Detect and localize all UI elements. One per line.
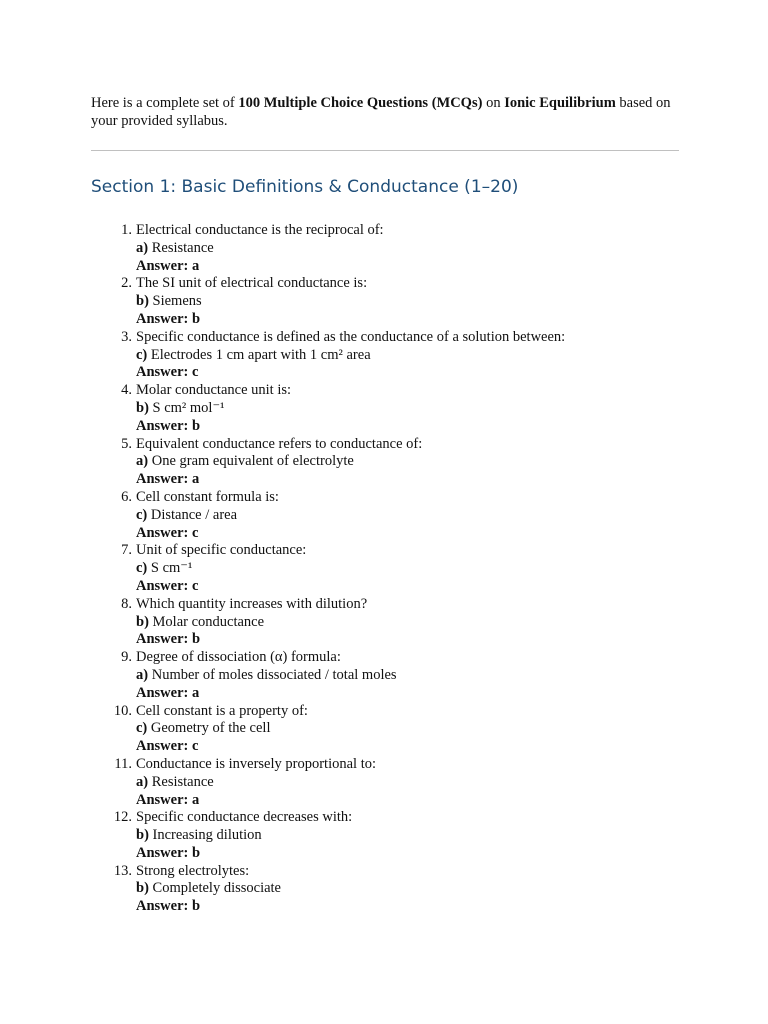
question-text: Degree of dissociation (α) formula: [136,649,341,666]
question-text: Which quantity increases with dilution? [136,595,368,612]
option-text: Increasing dilution [148,827,262,844]
question-number: 8. [121,595,132,612]
answer-text: Answer: c [136,364,199,381]
intro-text-3: based on your provided syllabus. [91,95,671,129]
question-item [91,648,691,701]
question-number: 12. [113,809,132,826]
question-number: 2. [121,275,132,292]
answer-text: Answer: b [136,844,201,861]
question-text: Cell constant formula is: [136,488,279,505]
answer-line [136,737,691,755]
option-line [136,773,691,791]
question-text: Conductance is inversely proportional to: [136,755,377,772]
option-label: c) [136,346,148,363]
option-line [136,399,691,417]
option-line [136,452,691,470]
answer-line [136,577,691,595]
option-line [136,719,691,737]
option-label: c) [136,720,148,737]
question-number: 5. [121,435,132,452]
question-text: Specific conductance is defined as the conductance of a solution between: [136,328,566,345]
option-text: S cm⁻¹ [147,560,193,577]
option-line [136,506,691,524]
option-text: Geometry of the cell [147,720,271,737]
question-number: 9. [121,649,132,666]
question-text: Cell constant is a property of: [136,702,308,719]
question-text: The SI unit of electrical conductance is: [136,275,368,292]
option-line [136,613,691,631]
option-line [136,559,691,577]
question-item [91,381,691,434]
option-label: c) [136,506,148,523]
answer-line [136,844,691,862]
option-line [136,826,691,844]
question-text: Unit of specific conductance: [136,542,307,559]
option-text: Resistance [148,239,214,256]
question-number: 4. [121,382,132,399]
answer-line [136,630,691,648]
question-list [91,221,691,915]
answer-line [136,310,691,328]
option-label: a) [136,666,149,683]
question-item [91,221,691,274]
answer-line [136,470,691,488]
answer-text: Answer: c [136,577,199,594]
question-text: Strong electrolytes: [136,862,250,879]
question-item [91,541,691,594]
option-label: a) [136,239,149,256]
question-item [91,488,691,541]
answer-text: Answer: a [136,257,200,274]
option-text: One gram equivalent of electrolyte [148,453,354,470]
answer-line [136,257,691,275]
question-item [91,755,691,808]
question-text: Equivalent conductance refers to conductance of: [136,435,423,452]
answer-text: Answer: b [136,631,201,648]
answer-line [136,524,691,542]
option-line [136,292,691,310]
answer-text: Answer: b [136,310,201,327]
question-item [91,808,691,861]
option-text: Siemens [148,293,202,310]
option-label: b) [136,293,149,310]
option-text: Electrodes 1 cm apart with 1 cm² area [147,346,371,363]
horizontal-divider [91,150,679,151]
answer-text: Answer: b [136,417,201,434]
intro-bold-topic: Ionic Equilibrium [504,95,616,111]
answer-line [136,897,691,915]
intro-paragraph [91,94,691,130]
option-text: Resistance [148,773,214,790]
option-text: Number of moles dissociated / total moles [148,666,397,683]
question-number: 6. [121,488,132,505]
option-label: b) [136,399,149,416]
question-item [91,328,691,381]
option-text: Molar conductance [148,613,265,630]
answer-text: Answer: a [136,684,200,701]
answer-text: Answer: a [136,791,200,808]
question-text: Electrical conductance is the reciprocal of: [136,222,384,238]
option-label: c) [136,560,148,577]
option-line [136,239,691,257]
question-item [91,862,691,915]
option-label: b) [136,827,149,844]
option-label: b) [136,613,149,630]
answer-line [136,363,691,381]
option-label: a) [136,773,149,790]
answer-text: Answer: c [136,738,199,755]
option-line [136,346,691,364]
question-number: 11. [114,755,132,772]
option-label: b) [136,880,149,897]
answer-line [136,684,691,702]
intro-bold-mcq: 100 Multiple Choice Questions (MCQs) [238,95,483,111]
option-label: a) [136,453,149,470]
option-line [136,879,691,897]
answer-line [136,791,691,809]
answer-line [136,417,691,435]
question-number: 1. [121,222,132,238]
question-item [91,274,691,327]
option-text: S cm² mol⁻¹ [148,399,225,416]
answer-text: Answer: b [136,898,201,915]
question-number: 13. [113,862,132,879]
section-title: Section 1: Basic Definitions & Conductance (1–20) [91,177,519,197]
intro-text-2: on [482,95,505,111]
question-number: 7. [121,542,132,559]
question-number: 3. [121,328,132,345]
option-text: Distance / area [147,506,238,523]
question-item [91,702,691,755]
question-item [91,435,691,488]
intro-text-1: Here is a complete set of [91,95,239,111]
question-number: 10. [113,702,132,719]
answer-text: Answer: c [136,524,199,541]
question-item [91,595,691,648]
question-text: Specific conductance decreases with: [136,809,353,826]
option-text: Completely dissociate [148,880,281,897]
answer-text: Answer: a [136,471,200,488]
question-text: Molar conductance unit is: [136,382,292,399]
option-line [136,666,691,684]
